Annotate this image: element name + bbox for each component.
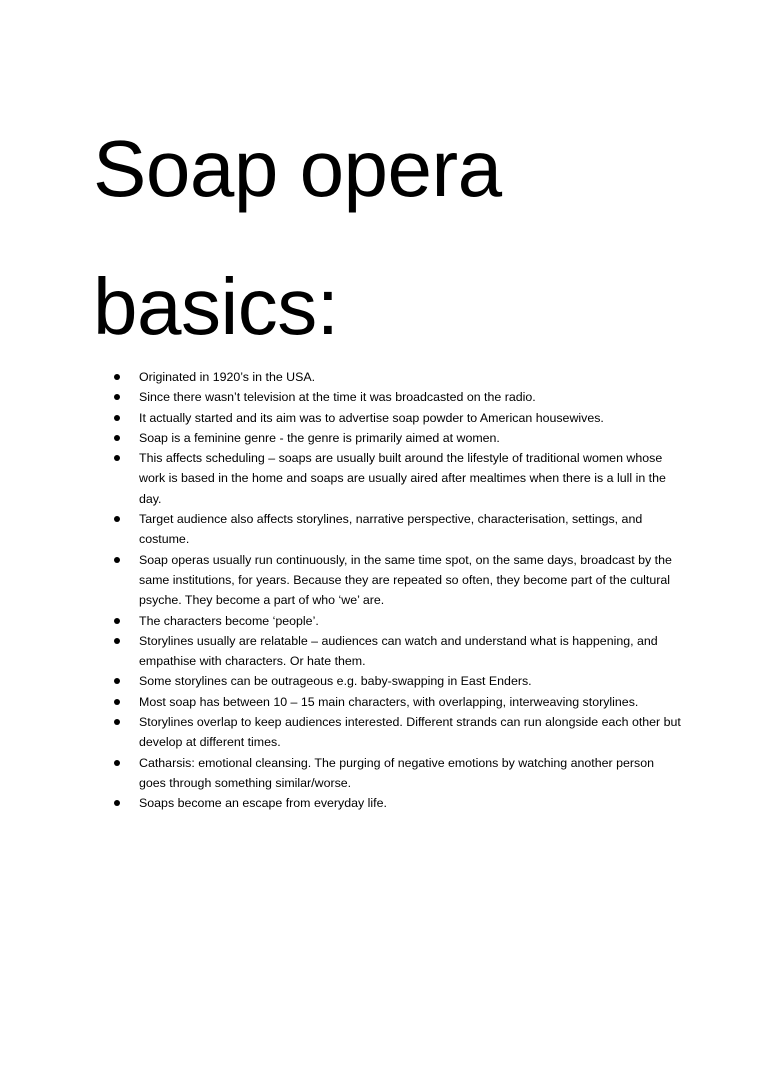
bullet-icon: [114, 800, 120, 806]
bullet-icon: [114, 699, 120, 705]
list-item-text: The characters become ‘people’.: [139, 613, 319, 628]
list-item: [114, 753, 684, 794]
list-item-text: Originated in 1920’s in the USA.: [139, 370, 316, 384]
list-item: [114, 712, 684, 753]
list-item: [114, 671, 684, 691]
bullet-icon: [114, 760, 120, 766]
bullet-icon: [114, 435, 120, 441]
list-item: [114, 509, 684, 550]
bullet-icon: [114, 374, 120, 380]
list-item-text: Since there wasn’t television at the time it was broadcasted on the radio.: [139, 390, 536, 405]
bullet-icon: [114, 394, 120, 400]
bullet-icon: [114, 557, 120, 563]
list-item: [114, 428, 684, 448]
title-line-1: Soap opera: [93, 124, 502, 213]
list-item: [114, 448, 684, 509]
list-item-text: Soap operas usually run continuously, in the same time spot, on the same days, broadcast by the same institutions, for years. Because they are repeated so often, they become part of the cultural psyche. They become a part of who ‘we’ are.: [139, 552, 672, 608]
bullet-icon: [114, 719, 120, 725]
bullet-icon: [114, 638, 120, 644]
list-item-text: Target audience also affects storylines, narrative perspective, characterisation, settings, and costume.: [139, 512, 643, 547]
list-item: [114, 611, 684, 631]
bullet-icon: [114, 516, 120, 522]
list-item-text: Catharsis: emotional cleansing. The purging of negative emotions by watching another person goes through something similar/worse.: [139, 755, 654, 790]
list-item-text: Most soap has between 10 – 15 main characters, with overlapping, interweaving storylines.: [139, 694, 639, 709]
list-item-text: Soaps become an escape from everyday life.: [139, 796, 387, 811]
title-line-2: basics:: [93, 262, 339, 351]
list-item-text: Some storylines can be outrageous e.g. baby-swapping in East Enders.: [139, 674, 532, 689]
list-item: [114, 692, 684, 712]
list-item: [114, 550, 684, 611]
bullet-icon: [114, 455, 120, 461]
list-item-text: It actually started and its aim was to advertise soap powder to American housewives.: [139, 410, 604, 425]
list-item-text: This affects scheduling – soaps are usually built around the lifestyle of traditional women whose work is based in the home and soaps are usually aired after mealtimes when there is a lull in the day.: [139, 451, 666, 506]
list-item: [114, 387, 684, 407]
bullet-icon: [114, 415, 120, 421]
bullet-icon: [114, 678, 120, 684]
list-item-text: Soap is a feminine genre - the genre is primarily aimed at women.: [139, 430, 500, 445]
list-item: [114, 367, 684, 387]
list-item: [114, 408, 684, 428]
bullet-icon: [114, 618, 120, 624]
page-title: [93, 100, 693, 376]
list-item: [114, 793, 684, 813]
bullet-list: [114, 367, 684, 814]
list-item: [114, 631, 684, 672]
list-item-text: Storylines usually are relatable – audiences can watch and understand what is happening, and empathise with characters. Or hate them.: [139, 633, 658, 669]
list-item-text: Storylines overlap to keep audiences interested. Different strands can run alongside each other but develop at different times.: [139, 715, 681, 750]
